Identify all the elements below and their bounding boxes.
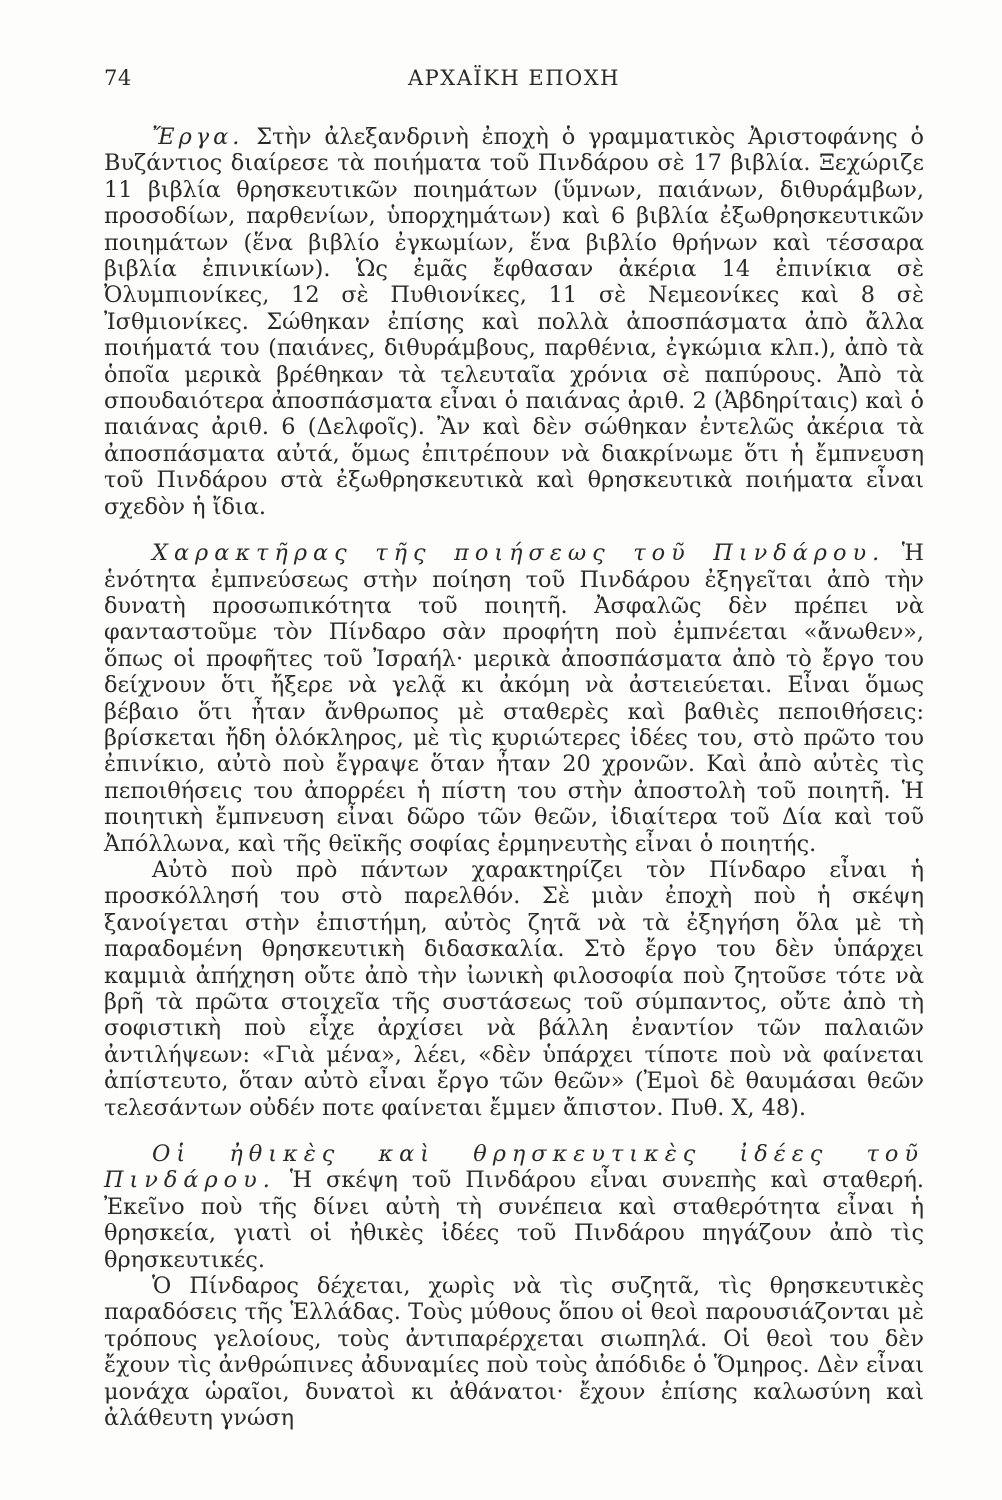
paragraph-text: Αὐτὸ ποὺ πρὸ πάντων χαρακτηρίζει τὸν Πίνδαρο εἶναι ἡ προσκόλλησή του στὸ παρελθόν. Σὲ μιὰν ἐποχὴ ποὺ ἡ σκέψη ξανοίγεται στὴν ἐπιστήμη, αὐτὸς ζητᾶ νὰ τὰ ἐξηγήση ὅλα μὲ τὴ παραδομένη θρησκευτικὴ διδασκαλία. Στὸ ἔργο του δὲν ὑπάρχει καμμιὰ ἀπήχηση οὔτε ἀπὸ τὴν ἰωνικὴ φιλοσοφία ποὺ ζητοῦσε τότε νὰ βρῆ τὰ πρῶτα στοιχεῖα τῆς συστάσεως τοῦ σύμπαντος, οὔτε ἀπὸ τὴ σοφιστικὴ ποὺ εἶχε ἀρχίσει νὰ βάλλη ἐναντίον τῶν παλαιῶν ἀντιλήψεων: «Γιὰ μένα», λέει, «δὲν ὑπάρχει τίποτε ποὺ νὰ φαίνεται ἀπίστευτο, ὅταν αὐτὸ εἶναι ἔργο τῶν θεῶν» (Ἐμοὶ δὲ θαυμάσαι θεῶν τελεσάντων οὐδέν ποτε φαίνεται ἔμμεν ἄπιστον. Πυθ. Χ, 48). — [104, 856, 924, 1121]
body-text — [104, 124, 924, 1432]
paragraph-character — [104, 540, 924, 857]
section-heading-ethics: Οἱ ἠθικὲς καὶ θρησκευτικὲς ἰδέες τοῦ Πινδάρου. — [104, 1141, 924, 1194]
section-heading-character: Χαρακτῆρας τῆς ποιήσεως τοῦ Πινδάρου. — [152, 540, 886, 567]
paragraph-ethics — [104, 1141, 924, 1273]
paragraph-text: Ἡ σκέψη τοῦ Πινδάρου εἶναι συνεπὴς καὶ σταθερή. Ἐκεῖνο ποὺ τῆς δίνει αὐτὴ τὴ συνέπεια καὶ σταθερότητα εἶναι ἡ θρησκεία, γιατὶ οἱ ἠθικὲς ἰδέες τοῦ Πινδάρου πηγάζουν ἀπὸ τὶς θρησκευτικές. — [104, 1167, 924, 1273]
section-heading-works: Ἔργα. — [152, 124, 244, 150]
paragraph-text: Ὁ Πίνδαρος δέχεται, χωρὶς νὰ τὶς συζητᾶ, τὶς θρησκευτικὲς παραδόσεις τῆς Ἑλλάδας. Τοὺς μύθους ὅπου οἱ θεοὶ παρουσιάζονται μὲ τρόπους γελοίους, τοὺς ἀντιπαρέρχεται σιωπηλά. Οἱ θεοὶ του δὲν ἔχουν τὶς ἀνθρώπινες ἀδυναμίες ποὺ τοὺς ἀπόδιδε ὁ Ὅμηρος. Δὲν εἶναι μονάχα ὡραῖοι, δυνατοὶ κι ἀθάνατοι· ἔχουν ἐπίσης καλωσύνη καὶ ἀλάθευτη γνώση — [104, 1273, 924, 1432]
page-header — [104, 66, 924, 96]
paragraph-text: Ἡ ἑνότητα ἐμπνεύσεως στὴν ποίηση τοῦ Πινδάρου ἐξηγεῖται ἀπὸ τὴν δυνατὴ προσωπικότητα τοῦ ποιητῆ. Ἀσφαλῶς δὲν πρέπει νὰ φανταστοῦμε τὸν Πίνδαρο σὰν προφήτη ποὺ ἐμπνέεται «ἄνωθεν», ὅπως οἱ προφῆτες τοῦ Ἰσραήλ· μερικὰ ἀποσπάσματα ἀπὸ τὸ ἔργο του δείχνουν ὅτι ἤξερε νὰ γελᾷ κι ἀκόμη νὰ ἀστειεύεται. Εἶναι ὅμως βέβαιο ὅτι ἦταν ἄνθρωπος μὲ σταθερὲς καὶ βαθιὲς πεποιθήσεις: βρίσκεται ἤδη ὁλόκληρος, μὲ τὶς κυριώτερες ἰδέες του, στὸ πρῶτο του ἐπινίκιο, αὐτὸ ποὺ ἔγραψε ὅταν ἦταν 20 χρονῶν. Καὶ ἀπὸ αὐτὲς τὶς πεποιθήσεις του ἀπορρέει ἡ πίστη του στὴν ἀποστολὴ τοῦ ποιητῆ. Ἡ ποιητικὴ ἔμπνευση εἶναι δῶρο τῶν θεῶν, ἰδιαίτερα τοῦ Δία καὶ τοῦ Ἀπόλλωνα, καὶ τῆς θεϊκῆς σοφίας ἑρμηνευτὴς εἶναι ὁ ποιητής. — [104, 540, 924, 857]
paragraph-past — [104, 857, 924, 1121]
paragraph-text: Στὴν ἀλεξανδρινὴ ἐποχὴ ὁ γραμματικὸς Ἀριστοφάνης ὁ Βυζάντιος διαίρεσε τὰ ποιήματα τοῦ Πινδάρου σὲ 17 βιβλία. Ξεχώριζε 11 βιβλία θρησκευτικῶν ποιημάτων (ὕμνων, παιάνων, διθυράμβων, προσοδίων, παρθενίων, ὑπορχημάτων) καὶ 6 βιβλία ἐξωθρησκευτικῶν ποιημάτων (ἕνα βιβλίο ἐγκωμίων, ἕνα βιβλίο θρήνων καὶ τέσσαρα βιβλία ἐπινικίων). Ὡς ἐμᾶς ἔφθασαν ἀκέρια 14 ἐπινίκια σὲ Ὀλυμπιονίκες, 12 σὲ Πυθιονίκες, 11 σὲ Νεμεονίκες καὶ 8 σὲ Ἰσθμιονίκες. Σώθηκαν ἐπίσης καὶ πολλὰ ἀποσπάσματα ἀπὸ ἄλλα ποιήματά του (παιάνες, διθυράμβους, παρθένια, ἐγκώμια κλπ.), ἀπὸ τὰ ὁποῖα μερικὰ βρέθηκαν τὰ τελευταῖα χρόνια σὲ παπύρους. Ἀπὸ τὰ σπουδαιότερα ἀποσπάσματα εἶναι ὁ παιάνας ἀριθ. 2 (Ἀβδηρίταις) καὶ ὁ παιάνας ἀριθ. 6 (Δελφοῖς). Ἂν καὶ δὲν σώθηκαν ἐντελῶς ἀκέρια τὰ ἀποσπάσματα αὐτά, ὅμως ἐπιτρέπουν νὰ διακρίνωμε ὅτι ἡ ἔμπνευση τοῦ Πινδάρου στὰ ἐξωθρησκευτικὰ καὶ θρησκευτικὰ ποιήματα εἶναι σχεδὸν ἡ ἴδια. — [104, 124, 924, 520]
paragraph-works — [104, 124, 924, 520]
paragraph-traditions — [104, 1273, 924, 1431]
running-head: ΑΡΧΑΪΚΗ ΕΠΟΧΗ — [407, 66, 620, 90]
page-number: 74 — [104, 66, 132, 90]
